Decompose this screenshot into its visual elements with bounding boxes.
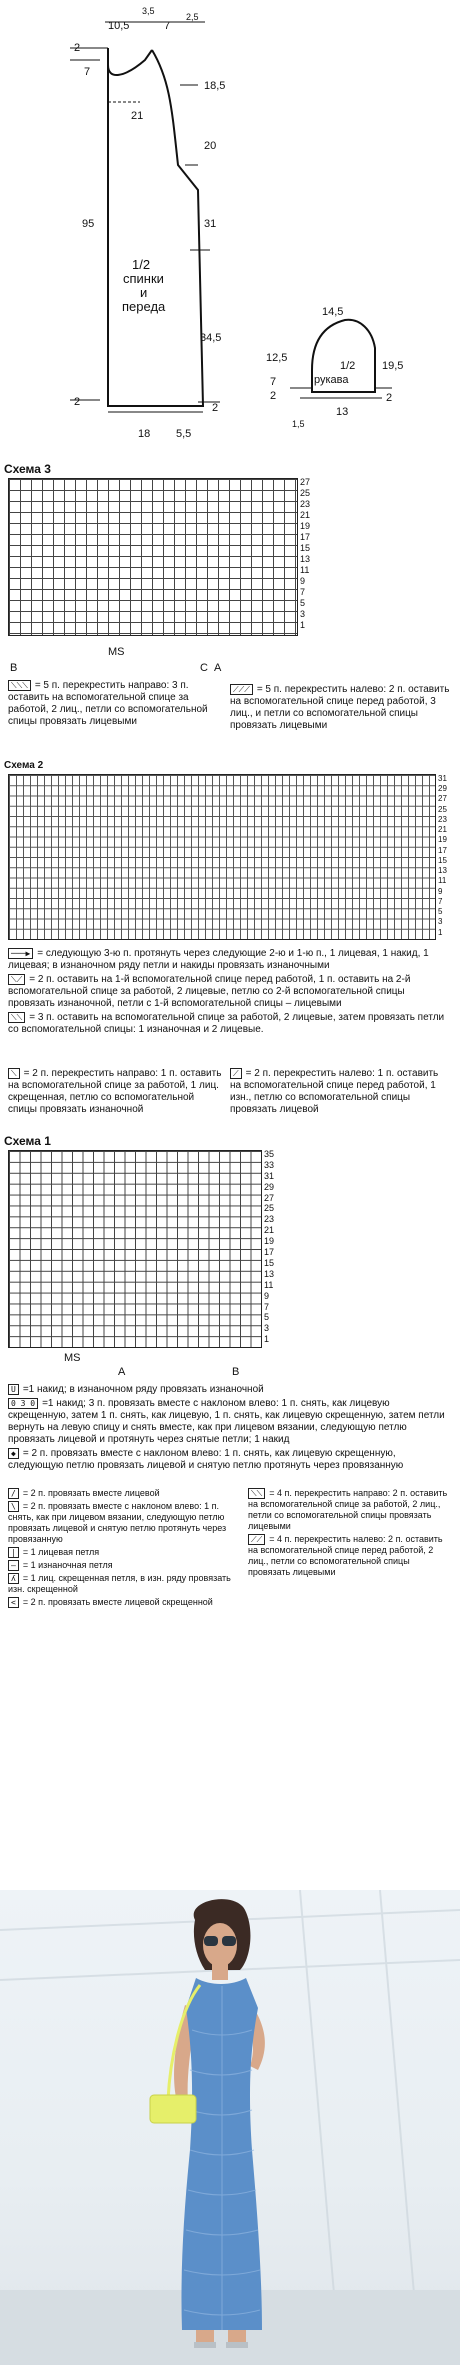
body-top-10-5: 10,5: [108, 20, 130, 32]
sleeve-right-19-5: 19,5: [382, 360, 404, 372]
body-label-1: 1/2: [132, 257, 151, 272]
schema2-row-1: 1: [438, 928, 443, 937]
schema3-legend-item: [230, 684, 452, 732]
schema3-row-5: 5: [300, 598, 306, 608]
schema2-legend-text: = 2 п. оставить на 1-й вспомогательной спице перед работой, 1 п. оставить на 2-й вспомогательной спице за работой, 2 лицевые, петлю со 2-й вспомогательной спицы провязать изнаночной, петли с 1-й вспомогательной спицы – лицевыми: [8, 974, 411, 1009]
schema2-row-21: 21: [438, 825, 447, 834]
schema1-legend-text: =1 накид; в изнаночном ряду провязать изнаночной: [22, 1384, 264, 1395]
body-label-2: спинки: [123, 271, 164, 286]
body-top-3-5: 3,5: [142, 6, 155, 16]
schema2-row-11: 11: [438, 876, 447, 885]
schema2-legend: [8, 948, 452, 1038]
schema1-legend-text: = 1 лиц. скрещенная петля, в изн. ряду провязать изн. скрещенной: [8, 1573, 231, 1594]
schema1-row-11: 11: [264, 1280, 274, 1290]
schema1-row-29: 29: [264, 1182, 275, 1192]
schema1-row-23: 23: [264, 1214, 275, 1224]
schema1-legend-item: [8, 1597, 234, 1608]
schema2-row-13: 13: [438, 866, 447, 875]
pull-through-3-icon: ───▶: [8, 948, 33, 959]
schema1-legend-text: = 4 п. перекрестить направо: 2 п. оставить на вспомогательной спице за работой, 2 лиц., петли со вспомогательной спицы провязать лицевыми: [248, 1488, 448, 1531]
schema3-row-1: 1: [300, 620, 306, 630]
schema3-row-17: 17: [300, 532, 311, 542]
schema3-row-7: 7: [300, 587, 306, 597]
schema3-legend-right: [230, 684, 452, 734]
body-label-3: и: [140, 285, 148, 300]
schema1-row-35: 35: [264, 1149, 275, 1159]
schema1-row-21: 21: [264, 1225, 275, 1235]
twisted-knit-icon: ʎ: [8, 1573, 19, 1584]
schema1-legend-text: = 2 п. провязать вместе с наклоном влево: 1 п. снять, как при лицевом вязании, следующую петлю провязать лицевой и снятую петлю протянуть через провязанную: [8, 1501, 227, 1544]
sleeve-top: 14,5: [322, 306, 344, 318]
model-photo: [0, 1890, 460, 2365]
body-right-2: 2: [212, 402, 219, 414]
body-bottom-5-5: 5,5: [176, 428, 192, 440]
schema1-legend-item: [8, 1573, 234, 1595]
schema1-legend-right: [248, 1488, 452, 1580]
body-left-2: 2: [74, 42, 81, 54]
sleeve-bottom-1-5: 1,5: [292, 419, 305, 429]
schema2-row-3: 3: [438, 917, 443, 926]
schema1-legend-item: [8, 1488, 234, 1499]
schema3-row-21: 21: [300, 510, 311, 520]
schema3-label-ms: MS: [108, 646, 125, 658]
schema3-row-15: 15: [300, 543, 311, 553]
sleeve-label-2: рукава: [314, 374, 349, 386]
schema1-legend-text: = 2 п. провязать вместе лицевой: [22, 1488, 160, 1498]
sleeve-left-12-5: 12,5: [266, 352, 288, 364]
schema2-legend-text: = 2 п. перекрестить налево: 1 п. оставить на вспомогательной спице перед работой, 1 изн., петлю со вспомогательной спицы провязать лицевой: [230, 1068, 439, 1115]
schema2-title: Схема 2: [4, 760, 44, 771]
schema1-row-5: 5: [264, 1312, 270, 1322]
schema2-legend-text: = 2 п. перекрестить направо: 1 п. оставить на вспомогательной спице за работой, 1 лиц. скрещенная, петлю со вспомогательной спицы провязать изнаночной: [8, 1068, 222, 1115]
schema3-row-3: 3: [300, 609, 306, 619]
schema2-row-31: 31: [438, 774, 447, 783]
schema3-legend-left: [8, 680, 224, 730]
schema1-legend-item: [8, 1398, 452, 1446]
purl-icon: –: [8, 1560, 19, 1571]
schema1-legend-text: =1 накид; 3 п. провязать вместе с наклоном влево: 1 п. снять, как лицевую скрещенную, затем 1 п. снять, как лицевую, 1 п. снять, как лицевую скрещенную, затем петли вернуть на левую спицу и снять вместе, как при лицевом вязании, следующую петлю провязать лицевой и протянуть через снятые петли; 1 накид: [8, 1398, 445, 1445]
knit-icon: |: [8, 1547, 19, 1558]
body-label-4: переда: [122, 299, 166, 314]
schema1-row-19: 19: [264, 1236, 275, 1246]
schema1-row-31: 31: [264, 1171, 275, 1181]
body-right-18-5: 18,5: [204, 80, 226, 92]
schema2-row-9: 9: [438, 887, 443, 896]
schema3-row-9: 9: [300, 576, 306, 586]
schema1-row-7: 7: [264, 1302, 270, 1312]
schema2-legend-right: [230, 1068, 452, 1118]
cross-2-1-2-icon: ⟍⟋: [8, 974, 25, 985]
schema3-label-b: B: [10, 662, 18, 674]
schema1-row-17: 17: [264, 1247, 275, 1257]
schema2-legend-item: [8, 948, 452, 972]
schema1-legend-item: [8, 1448, 452, 1472]
schema3-label-c: C: [200, 662, 208, 674]
cross-right-4-icon: ⟍⟍: [248, 1488, 265, 1499]
schema3-row-23: 23: [300, 499, 311, 509]
sleeve-left-7: 7: [270, 376, 277, 388]
sleeve-bottom-13: 13: [336, 406, 349, 418]
body-top-2-5: 2,5: [186, 12, 199, 22]
schema1-legend-item: [8, 1547, 234, 1558]
body-right-20: 20: [204, 140, 217, 152]
schema3-row-13: 13: [300, 554, 311, 564]
body-right-31: 31: [204, 218, 217, 230]
schema1-row-13: 13: [264, 1269, 275, 1279]
sleeve-left-2: 2: [270, 390, 277, 402]
schema2-legend-text: = 3 п. оставить на вспомогательной спице за работой, 2 лицевые, затем провязать петли со вспомогательной спицы: 1 изнаночная и 2 лицевые.: [8, 1012, 445, 1035]
schema1-row-9: 9: [264, 1291, 270, 1301]
body-left-95: 95: [82, 218, 95, 230]
schema1-legend-text: = 1 лицевая петля: [22, 1547, 100, 1557]
ssk-twisted-icon: ◆: [8, 1448, 19, 1459]
schema1-legend-item: [8, 1501, 234, 1545]
model-photo-illustration: [0, 1890, 460, 2365]
body-top-7: 7: [164, 20, 171, 32]
cross-left-4-icon: ⟋⟋: [248, 1534, 265, 1545]
schema2-row-23: 23: [438, 815, 447, 824]
schema2-legend-item: [8, 974, 452, 1010]
schema1-legend-text: = 2 п. провязать вместе лицевой скрещенной: [22, 1597, 213, 1607]
schema2-legend-item: [230, 1068, 452, 1116]
schema3-row-27: 27: [300, 477, 311, 487]
schema2-row-5: 5: [438, 907, 443, 916]
schema1-label-a: A: [118, 1366, 126, 1378]
body-left-7: 7: [84, 66, 91, 78]
schema1-row-3: 3: [264, 1323, 270, 1333]
schema3-row-11: 11: [300, 565, 310, 575]
schema2-legend-item: [8, 1068, 224, 1116]
schema3-row-19: 19: [300, 521, 311, 531]
ssk-icon: \: [8, 1501, 19, 1512]
schema2-legend-text: = следующую 3-ю п. протянуть через следующие 2-ю и 1-ю п., 1 лицевая, 1 накид, 1 лицевая; в изнаночном ряду петли и накиды провязать изнаночными: [8, 948, 429, 971]
k2tog-icon: /: [8, 1488, 19, 1499]
schema1-legend-item: [8, 1560, 234, 1571]
schema1-label-ms: MS: [64, 1352, 81, 1364]
schema1-row-33: 33: [264, 1160, 275, 1170]
schema1-legend-item: [248, 1534, 452, 1578]
schema1-grid: [8, 1150, 262, 1348]
schema1-row-1: 1: [264, 1334, 270, 1344]
schema3-title: Схема 3: [4, 462, 51, 476]
schema1-row-15: 15: [264, 1258, 275, 1268]
cross-right-5-icon: ⟍⟍⟍: [8, 680, 31, 691]
schema1-label-b: B: [232, 1366, 240, 1378]
cross-3-back-icon: ⟍⟍: [8, 1012, 25, 1023]
schema1-legend-left: [8, 1488, 234, 1610]
schema2-row-15: 15: [438, 856, 447, 865]
body-bottom-18: 18: [138, 428, 151, 440]
k2tog-twisted-icon: <: [8, 1597, 19, 1608]
cross-left-5-icon: ⟋⟋⟋: [230, 684, 253, 695]
yo-sl3-yo-icon: 0 3 0: [8, 1398, 38, 1409]
schema1-title: Схема 1: [4, 1134, 51, 1148]
cross-right-2-icon: ⟍: [8, 1068, 20, 1079]
schema1-row-25: 25: [264, 1203, 275, 1213]
schema3-legend-text: = 5 п. перекрестить налево: 2 п. оставить на вспомогательной спице перед работой, 3 лиц., и петли со вспомогательной спицы провязать лицевыми: [230, 684, 450, 731]
schema2-legend-item: [8, 1012, 452, 1036]
schema1-row-27: 27: [264, 1193, 275, 1203]
body-left-2-bottom: 2: [74, 396, 81, 408]
schema2-row-29: 29: [438, 784, 447, 793]
schema3-row-25: 25: [300, 488, 311, 498]
cross-left-2-icon: ⟋: [230, 1068, 242, 1079]
schema1-legend-text: = 4 п. перекрестить налево: 2 п. оставить на вспомогательной спице перед работой, 2 лиц., петли со вспомогательной спицы провязать лицевыми: [248, 1534, 443, 1577]
schema2-row-25: 25: [438, 805, 447, 814]
schema3-grid: [8, 478, 298, 636]
schema1-legend-text: = 1 изнаночная петля: [22, 1560, 113, 1570]
schema1-legend-item: [248, 1488, 452, 1532]
schema1-legend-item: [8, 1384, 452, 1396]
schema2-row-27: 27: [438, 794, 447, 803]
yarn-over-icon: U: [8, 1384, 19, 1395]
schema2-legend-left: [8, 1068, 224, 1118]
schema2-row-17: 17: [438, 846, 447, 855]
schema2-row-19: 19: [438, 835, 447, 844]
body-right-34-5: 34,5: [200, 332, 222, 344]
schema1-legend-main: [8, 1384, 452, 1474]
schema3-legend-item: [8, 680, 224, 728]
schema3-legend-text: = 5 п. перекрестить направо: 3 п. оставить на вспомогательной спице за работой, 2 лиц., петли со вспомогательной спицы провязать лицевыми: [8, 680, 208, 727]
schema2-grid: [8, 774, 436, 940]
schema3-label-a: A: [214, 662, 222, 674]
schema1-legend-text: = 2 п. провязать вместе с наклоном влево: 1 п. снять, как лицевую скрещенную, следующую петлю провязать лицевой и снятую петлю протянуть через провязанную: [8, 1448, 404, 1471]
sleeve-right-2: 2: [386, 392, 393, 404]
schema2-row-7: 7: [438, 897, 443, 906]
sleeve-label-1: 1/2: [340, 360, 356, 372]
body-inner-21: 21: [131, 110, 144, 122]
